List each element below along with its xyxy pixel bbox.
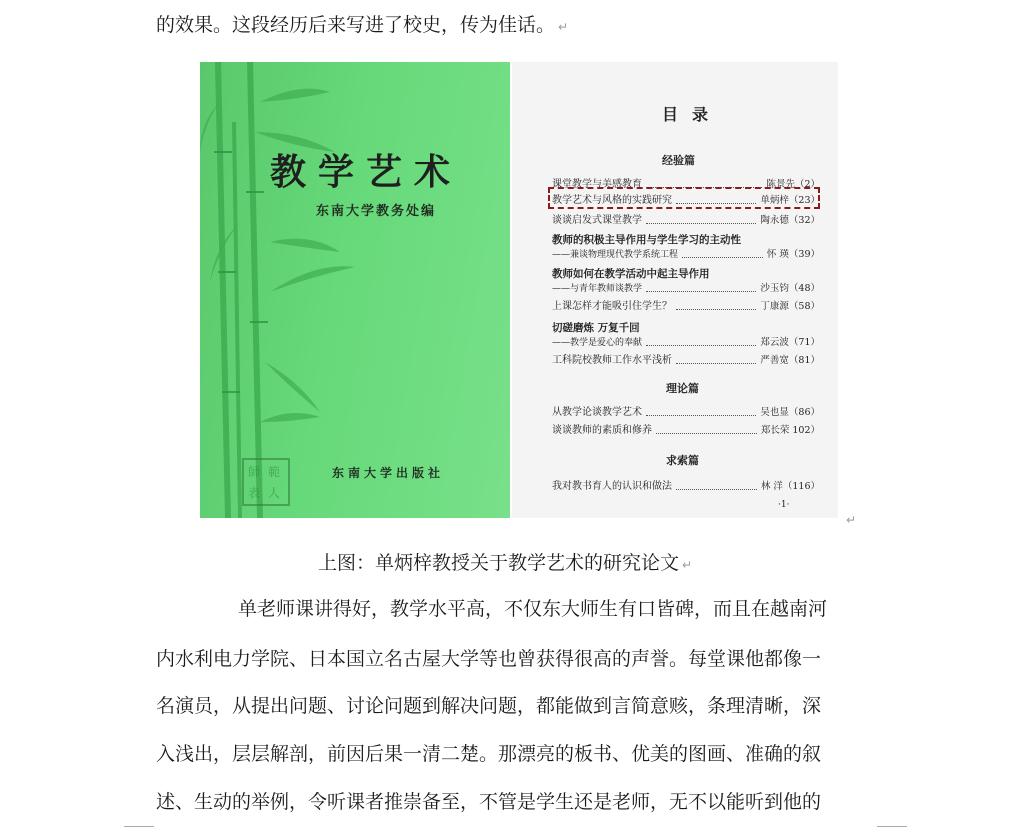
page-margin-corner-left	[124, 826, 154, 827]
cover-publisher: 东南大学出版社	[332, 466, 445, 480]
bamboo-illustration	[200, 62, 510, 518]
toc-entry: ——教学是爱心的奉献 郑云波（71）	[552, 337, 820, 348]
toc-entry-title: 教师如何在教学活动中起主导作用	[552, 268, 710, 280]
toc-entry: ——与青年教师谈教学 沙玉钧（48）	[552, 283, 820, 294]
toc-entry-title: 切磋磨炼 万复千回	[552, 322, 640, 334]
cover-title: 教学艺术	[270, 151, 463, 193]
toc-title: 目录	[662, 105, 723, 124]
highlight-dashed-box	[548, 187, 820, 209]
figure-caption: 上图：单炳梓教授关于教学艺术的研究论文 ↵	[318, 552, 693, 574]
toc-entry: 我对教书育人的认识和做法 林 洋（116）	[552, 481, 820, 492]
cover-department: 东南大学教务处编	[316, 204, 437, 219]
toc-entry: 上课怎样才能吸引住学生？ 丁康源（58）	[552, 301, 820, 312]
page-margin-corner-right	[877, 826, 907, 827]
top-text-line: 的效果。这段经历后来写进了校史，传为佳话。 ↵	[156, 14, 569, 36]
book-cover	[200, 62, 510, 518]
body-text-line: 单老师课讲得好，教学水平高，不仅东大师生有口皆碑，而且在越南河	[238, 598, 828, 620]
toc-entry: 工科院校教师工作水平浅析 严善宽（81）	[552, 355, 820, 366]
toc-section-heading: 理论篇	[666, 382, 699, 395]
toc-entry-title: 教师的积极主导作用与学生学习的主动性	[552, 234, 741, 246]
paragraph-mark-icon: ↵	[682, 558, 693, 572]
toc-entry: 谈谈启发式课堂教学 陶永德（32）	[552, 215, 820, 226]
book-figure	[200, 62, 838, 520]
toc-section-heading: 经验篇	[662, 154, 695, 167]
toc-entry: 课堂教学与美感教育 陈景先（2）	[552, 179, 820, 190]
paragraph-mark-icon: ↵	[558, 20, 569, 34]
toc-entry: ——兼谈物理现代教学系统工程 怀 瑛（39）	[552, 249, 820, 260]
body-text-line: 入浅出，层层解剖，前因后果一清二楚。那漂亮的板书、优美的图画、准确的叙	[156, 743, 822, 765]
toc-section-heading: 求索篇	[666, 454, 699, 467]
body-text-line: 内水利电力学院、日本国立名古屋大学等也曾获得很高的声誉。每堂课他都像一	[156, 648, 822, 670]
toc-entry: 谈谈教师的素质和修养 郑长荣 102）	[552, 425, 820, 436]
body-text-line: 名演员，从提出问题、讨论问题到解决问题，都能做到言简意赅，条理清晰，深	[156, 695, 822, 717]
table-of-contents	[512, 62, 838, 518]
toc-entry: 从教学论谈教学艺术 吴也显（86）	[552, 407, 820, 418]
seal-stamp: 師 範 表 人	[242, 458, 290, 506]
body-text-line: 述、生动的举例，令听课者推崇备至，不管是学生还是老师，无不以能听到他的	[156, 791, 822, 813]
toc-page-number: ·1·	[778, 500, 790, 510]
toc-entry: 教学艺术与风格的实践研究 单炳梓（23）	[552, 195, 820, 206]
paragraph-mark-icon: ↵	[846, 513, 857, 527]
